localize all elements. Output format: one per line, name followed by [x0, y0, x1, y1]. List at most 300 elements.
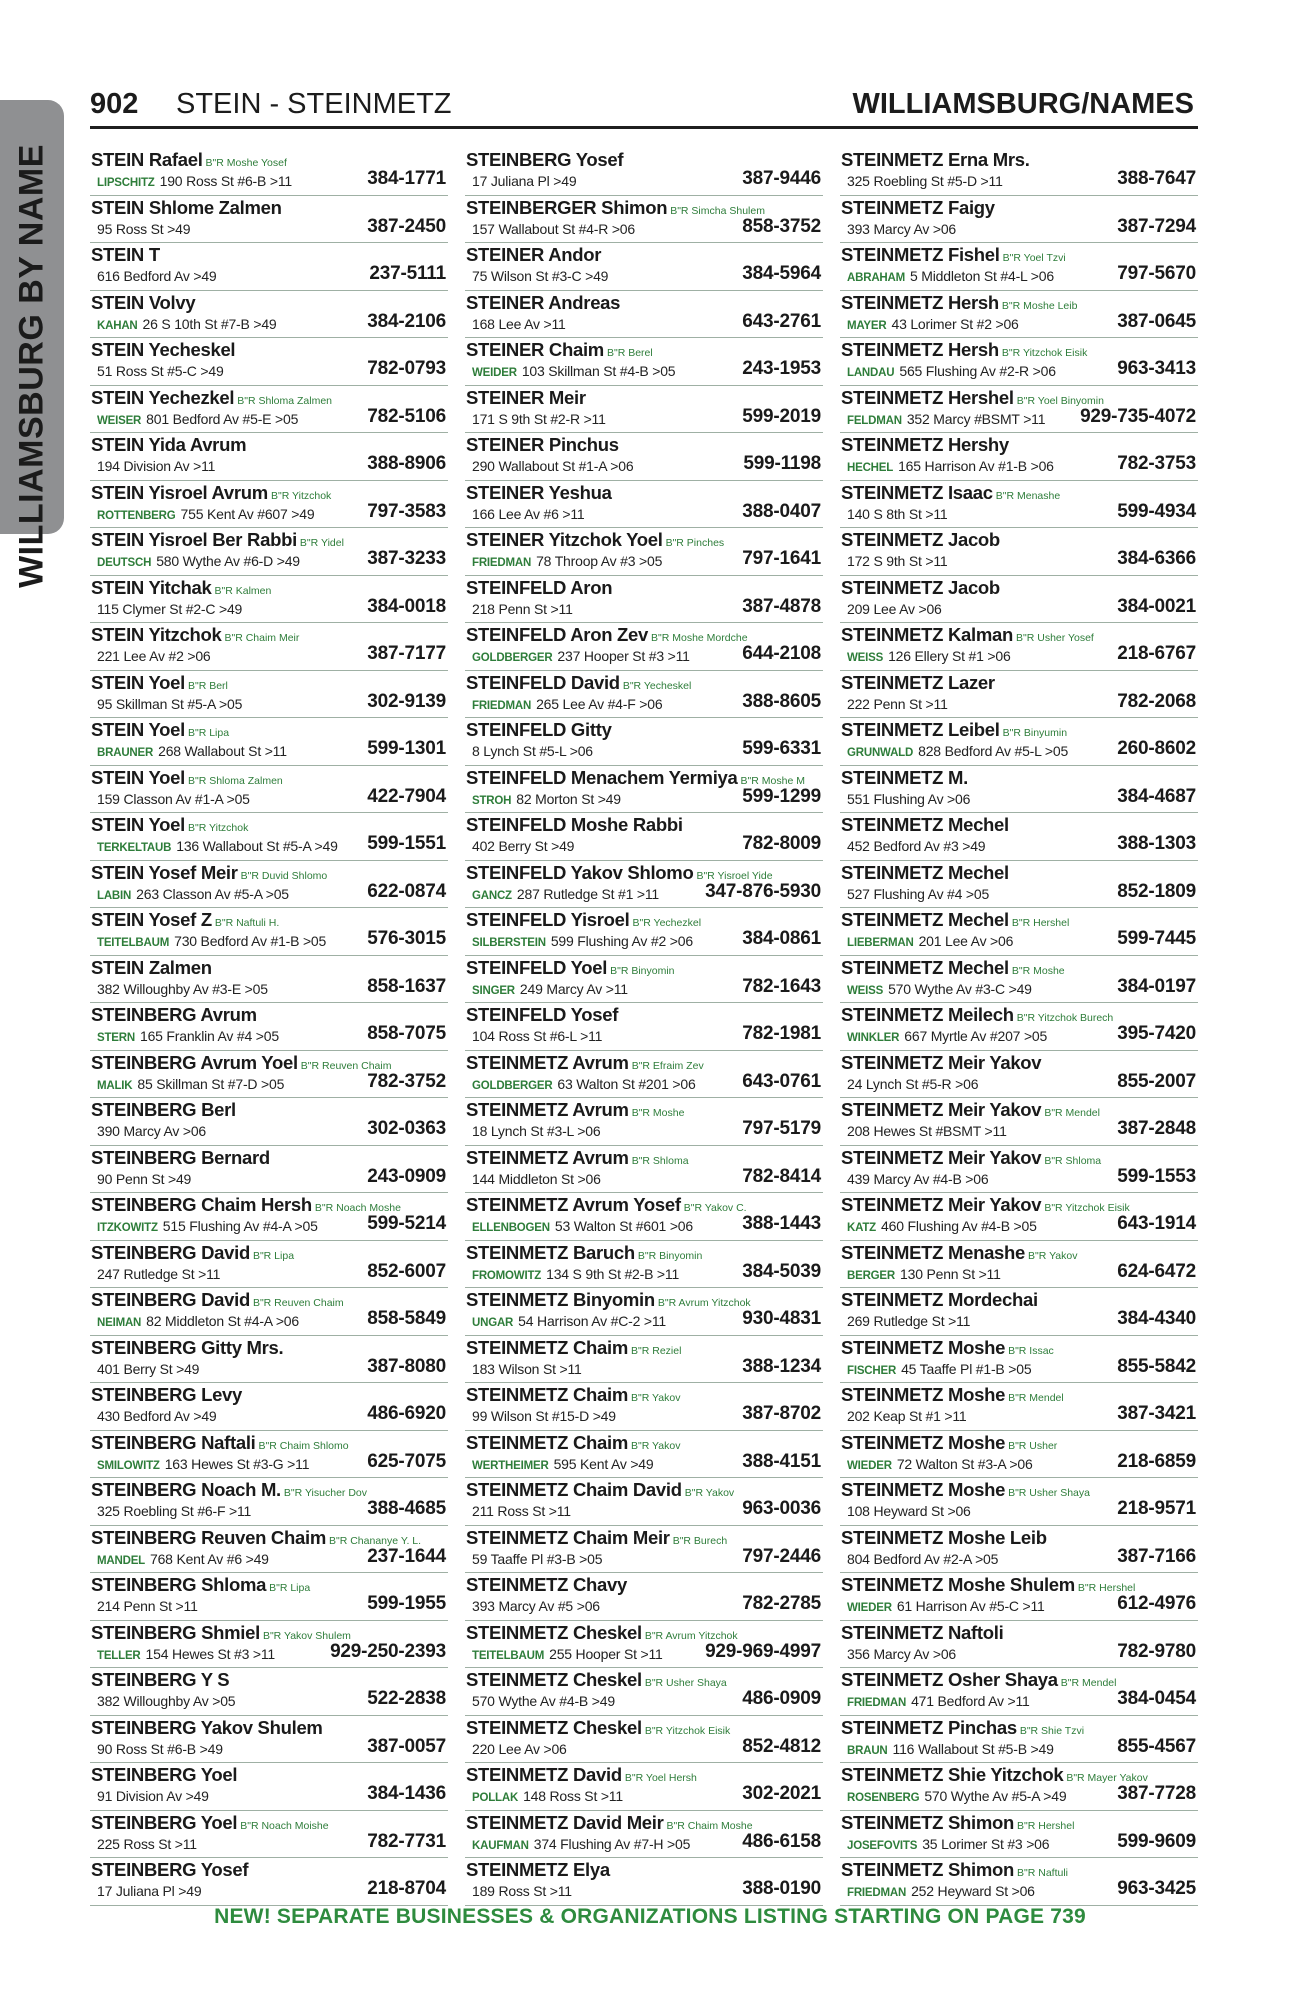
- entry-phone: 388-1443: [742, 1213, 821, 1234]
- entry-name: STEINMETZ Mechel: [841, 861, 1009, 883]
- entry-phone: 929-250-2393: [330, 1640, 446, 1662]
- entry-address: 115 Clymer St #2-C >49: [97, 600, 243, 617]
- entry-address-line: [97, 743, 287, 759]
- entry-phone: 387-0057: [367, 1735, 446, 1757]
- entry-lineage: B"R Noach Moishe: [240, 1819, 329, 1832]
- entry-name: STEIN Yechezkel: [91, 386, 235, 408]
- entry-address: 221 Lee Av #2 >06: [97, 648, 211, 664]
- entry-address-line: [97, 458, 215, 474]
- entry-address: 268 Wallabout St >11: [158, 743, 287, 759]
- entry-name: STEIN Yoel: [91, 719, 185, 740]
- entry-name: STEINBERG David: [91, 1289, 250, 1310]
- directory-entry: [465, 196, 823, 244]
- entry-address: 551 Flushing Av >06: [847, 790, 971, 807]
- directory-entry: [840, 1668, 1198, 1716]
- entry-name: STEIN Volvy: [91, 291, 196, 313]
- entry-name-line: [91, 482, 331, 504]
- entry-name-line: [841, 339, 1087, 361]
- entry-address: 183 Wilson St >11: [472, 1360, 582, 1377]
- entry-surname: LANDAU: [847, 367, 895, 379]
- entry-name: STEIN Yida Avrum: [91, 434, 247, 455]
- entry-name: STEINMETZ David: [466, 1764, 622, 1785]
- entry-name-line: [466, 529, 724, 551]
- entry-address: 527 Flushing Av #4 >05: [847, 885, 990, 902]
- entry-name-line: [841, 1052, 1041, 1074]
- entry-name-line: [466, 339, 653, 361]
- entry-address-line: [472, 1456, 653, 1472]
- entry-address-line: [472, 1598, 600, 1614]
- entry-address-line: [847, 886, 989, 902]
- directory-entry: [840, 1621, 1198, 1669]
- directory-entry: [840, 1336, 1198, 1384]
- entry-phone: 388-0407: [742, 500, 821, 522]
- entry-address-line: [847, 458, 1054, 474]
- entry-name: STEINER Chaim: [466, 339, 604, 360]
- entry-address-line: [472, 411, 606, 427]
- entry-name: STEINMETZ Lazer: [841, 671, 995, 693]
- directory-entry: [840, 1573, 1198, 1621]
- entry-name-line: [466, 909, 701, 931]
- entry-name-line: [466, 1574, 627, 1596]
- entry-name-line: [466, 672, 691, 694]
- entry-phone: 576-3015: [367, 928, 446, 949]
- entry-address: 730 Bedford Av #1-B >05: [174, 933, 327, 949]
- entry-phone: 797-1641: [742, 548, 821, 569]
- entry-surname: POLLAK: [472, 1792, 519, 1804]
- entry-name: STEINMETZ Shie Yitzchok: [841, 1764, 1064, 1785]
- entry-lineage: B"R Mayer Yakov: [1066, 1772, 1148, 1784]
- entry-phone: 387-7294: [1117, 215, 1196, 237]
- entry-name-line: [466, 1004, 618, 1026]
- entry-address: 51 Ross St #5-C >49: [97, 363, 224, 379]
- entry-phone: 782-3752: [367, 1070, 446, 1092]
- entry-phone: 858-5849: [367, 1308, 446, 1329]
- entry-name-line: [91, 529, 344, 551]
- directory-entry: [840, 1858, 1198, 1906]
- entry-name: STEINMETZ Erna Mrs.: [841, 149, 1030, 170]
- entry-phone: 599-1198: [743, 453, 821, 474]
- entry-address-line: [847, 838, 985, 854]
- entry-address-line: [472, 981, 628, 997]
- directory-entry: [840, 956, 1198, 1004]
- directory-entry: [840, 908, 1198, 956]
- directory-entry: [465, 956, 823, 1004]
- entry-surname: ELLENBOGEN: [472, 1222, 550, 1234]
- entry-name-line: [841, 909, 1069, 931]
- entry-address: 390 Marcy Av >06: [97, 1123, 206, 1139]
- entry-phone: 387-2848: [1117, 1118, 1196, 1139]
- entry-surname: STERN: [97, 1032, 135, 1044]
- entry-address: 126 Ellery St #1 >06: [888, 648, 1011, 664]
- entry-name-line: [466, 1384, 680, 1406]
- entry-address: 252 Heyward St >06: [911, 1883, 1035, 1899]
- entry-phone: 930-4831: [742, 1308, 821, 1329]
- entry-phone: 599-6331: [742, 738, 821, 759]
- entry-phone: 522-2838: [367, 1688, 446, 1709]
- entry-name: STEIN Yoel: [91, 671, 185, 693]
- entry-lineage: B"R Mendel: [1044, 1107, 1100, 1119]
- entry-address-line: [847, 1836, 1049, 1852]
- entry-phone: 388-8605: [742, 690, 821, 712]
- entry-name: STEINMETZ Hershy: [841, 434, 1009, 455]
- entry-phone: 384-4340: [1117, 1308, 1196, 1329]
- entry-name: STEINMETZ Cheskel: [466, 1669, 642, 1690]
- directory-entry: [840, 718, 1198, 766]
- entry-phone: 797-3583: [367, 500, 446, 522]
- directory-entry: [90, 908, 448, 956]
- entry-lineage: B"R Avrum Yitzchok: [657, 1297, 751, 1309]
- entry-address-line: [97, 601, 242, 617]
- entry-address: 595 Kent Av >49: [553, 1455, 654, 1472]
- entry-name-line: [466, 1812, 753, 1834]
- entry-address-line: [472, 743, 593, 759]
- directory-entry: [465, 433, 823, 481]
- entry-address-line: [97, 696, 242, 712]
- entry-name-line: [91, 1717, 323, 1739]
- directory-entry: [465, 1098, 823, 1146]
- entry-name: STEINMETZ M.: [841, 766, 968, 788]
- entry-address-line: [847, 268, 1054, 284]
- entry-name: STEINMETZ Moshe Leib: [841, 1526, 1047, 1548]
- entry-name-line: [841, 1384, 1064, 1406]
- directory-entry: [465, 1811, 823, 1859]
- entry-phone: 243-0909: [367, 1165, 446, 1187]
- entry-phone: 218-6767: [1117, 643, 1196, 664]
- entry-address: 201 Lee Av >06: [918, 933, 1014, 949]
- entry-address-line: [847, 1218, 1037, 1234]
- entry-name-line: [466, 1432, 680, 1454]
- directory-entry: [465, 1288, 823, 1336]
- entry-name: STEINMETZ Kalman: [841, 624, 1013, 645]
- entry-name-line: [466, 624, 748, 646]
- directory-entry: [840, 1763, 1198, 1811]
- entry-surname: ROTTENBERG: [97, 509, 176, 522]
- entry-name: STEINMETZ Elya: [466, 1859, 610, 1880]
- entry-name-line: [466, 1242, 702, 1264]
- entry-address: 222 Penn St >11: [847, 695, 948, 712]
- directory-entry: [465, 1241, 823, 1289]
- entry-address-line: [472, 1741, 567, 1757]
- entry-lineage: B"R Binyomin: [610, 964, 675, 977]
- entry-name-line: [91, 292, 195, 314]
- entry-surname: TEITELBAUM: [472, 1649, 545, 1662]
- entry-name-line: [841, 1859, 1068, 1881]
- entry-address: 90 Ross St #6-B >49: [97, 1740, 223, 1757]
- entry-address-line: [472, 363, 675, 379]
- directory-entry: [90, 1146, 448, 1194]
- entry-lineage: B"R Yidel: [299, 537, 344, 549]
- entry-phone: 643-0761: [742, 1070, 821, 1092]
- entry-address-line: [472, 1028, 602, 1044]
- entry-phone: 599-1955: [367, 1593, 446, 1614]
- entry-address-line: [847, 506, 947, 522]
- entry-name: STEINMETZ Pinchas: [841, 1716, 1017, 1738]
- directory-entry: [465, 861, 823, 909]
- entry-name-line: [91, 244, 160, 266]
- entry-phone: 218-8704: [367, 1878, 446, 1899]
- directory-entry: [840, 623, 1198, 671]
- directory-entry: [465, 243, 823, 291]
- entry-lineage: B"R Chaim Moshe: [666, 1819, 753, 1832]
- entry-name: STEIN Yitzchok: [91, 624, 222, 645]
- directory-entry: [840, 1431, 1198, 1479]
- entry-address-line: [97, 316, 277, 332]
- entry-name-line: [841, 434, 1009, 456]
- entry-surname: KAHAN: [97, 319, 138, 332]
- entry-surname: WIEDER: [847, 1602, 892, 1614]
- entry-phone: 963-0036: [742, 1498, 821, 1519]
- entry-address-line: [472, 1408, 616, 1424]
- entry-name: STEINBERG Bernard: [91, 1146, 270, 1168]
- entry-name-line: [466, 1099, 684, 1121]
- entry-phone: 387-3421: [1117, 1403, 1196, 1424]
- directory-entry: [840, 386, 1198, 434]
- directory-entry: [465, 1763, 823, 1811]
- entry-address: 460 Flushing Av #4-B >05: [881, 1218, 1037, 1234]
- entry-name: STEINER Pinchus: [466, 434, 619, 455]
- entry-phone: 387-4878: [742, 595, 821, 617]
- entry-phone: 599-1551: [367, 833, 446, 854]
- entry-surname: GOLDBERGER: [472, 652, 553, 664]
- entry-address-line: [847, 1883, 1035, 1899]
- entry-address: 218 Penn St >11: [472, 600, 573, 617]
- entry-name-line: [841, 957, 1065, 979]
- entry-phone: 858-3752: [742, 215, 821, 237]
- entry-phone: 782-2785: [742, 1593, 821, 1614]
- directory-entry: [90, 1668, 448, 1716]
- entry-address: 325 Roebling St #6-F >11: [97, 1503, 252, 1519]
- entry-name: STEINFELD Gitty: [466, 719, 612, 740]
- entry-address: 91 Division Av >49: [97, 1788, 209, 1804]
- entry-address: 599 Flushing Av #2 >06: [550, 933, 693, 949]
- entry-surname: MAYER: [847, 319, 887, 332]
- entry-address-line: [847, 411, 1045, 427]
- entry-address: 95 Skillman St #5-A >05: [97, 695, 243, 712]
- entry-name-line: [91, 1432, 349, 1454]
- directory-entry: [90, 1811, 448, 1859]
- entry-name-line: [466, 434, 619, 456]
- entry-address-line: [472, 1551, 602, 1567]
- entry-surname: UNGAR: [472, 1317, 514, 1329]
- entry-address: 382 Willoughby Av #3-E >05: [97, 980, 268, 997]
- entry-lineage: B"R Reziel: [631, 1344, 682, 1357]
- entry-phone: 858-1637: [367, 975, 446, 997]
- entry-address-line: [472, 1646, 663, 1662]
- entry-name: STEIN T: [91, 244, 160, 265]
- entry-surname: BERGER: [847, 1269, 896, 1282]
- entry-address-line: [847, 1408, 967, 1424]
- entry-surname: WEISER: [97, 414, 142, 427]
- entry-surname: BRAUN: [847, 1744, 888, 1757]
- entry-surname: SILBERSTEIN: [472, 937, 546, 949]
- entry-phone: 782-9780: [1117, 1640, 1196, 1662]
- entry-address-line: [472, 1171, 601, 1187]
- entry-name-line: [91, 1242, 294, 1264]
- entry-phone: 388-4685: [367, 1498, 446, 1519]
- entry-surname: LABIN: [97, 889, 132, 902]
- entry-address: 570 Wythe Av #4-B >49: [472, 1693, 615, 1709]
- entry-address-line: [97, 1218, 318, 1234]
- directory-entry: [465, 813, 823, 861]
- entry-name-line: [841, 1764, 1148, 1786]
- entry-lineage: B"R Avrum Yitzchok: [644, 1629, 738, 1642]
- directory-entry: [465, 1621, 823, 1669]
- entry-address-line: [472, 838, 574, 854]
- entry-name: STEINBERG Naftali: [91, 1431, 256, 1453]
- entry-address-line: [847, 1123, 1007, 1139]
- entry-name-line: [91, 672, 228, 694]
- entry-address: 108 Heyward St >06: [847, 1503, 971, 1519]
- entry-address: 290 Wallabout St #1-A >06: [472, 458, 634, 474]
- entry-phone: 852-6007: [367, 1260, 446, 1282]
- directory-entry: [465, 1716, 823, 1764]
- entry-name-line: [91, 434, 246, 456]
- entry-name-line: [466, 1669, 727, 1691]
- entry-name: STEINER Andor: [466, 244, 602, 265]
- entry-phone: 599-1299: [742, 785, 821, 807]
- directory-entry: [90, 338, 448, 386]
- entry-address-line: [97, 791, 250, 807]
- entry-address-line: [97, 221, 190, 237]
- entry-address-line: [847, 1598, 1045, 1614]
- entry-phone: 855-4567: [1117, 1735, 1196, 1757]
- entry-address: 24 Lynch St #5-R >06: [847, 1075, 979, 1092]
- entry-address: 157 Wallabout St #4-R >06: [472, 220, 635, 237]
- entry-address-line: [472, 1076, 696, 1092]
- entry-phone: 388-4151: [742, 1450, 821, 1472]
- entry-address: 471 Bedford Av >11: [911, 1693, 1030, 1709]
- directory-entry: [90, 386, 448, 434]
- entry-address: 26 S 10th St #7-B >49: [142, 315, 277, 332]
- entry-address-line: [472, 696, 662, 712]
- entry-address: 393 Marcy Av >06: [847, 220, 956, 237]
- page-range-title: STEIN - STEINMETZ: [176, 88, 452, 120]
- directory-entry: [840, 1146, 1198, 1194]
- entry-phone: 422-7904: [367, 785, 446, 807]
- entry-address-line: [472, 1836, 690, 1852]
- entry-name: STEINMETZ Hersh: [841, 291, 999, 313]
- entry-phone: 384-0021: [1117, 595, 1196, 617]
- entry-name-line: [466, 1764, 697, 1786]
- entry-phone: 782-1981: [742, 1023, 821, 1044]
- entry-name: STEIN Yecheskel: [91, 339, 236, 360]
- entry-phone: 643-2761: [742, 310, 821, 332]
- directory-entry: [90, 1098, 448, 1146]
- entry-address-line: [97, 933, 326, 949]
- entry-address-line: [472, 1266, 679, 1282]
- entry-address-line: [97, 1313, 299, 1329]
- entry-name-line: [91, 387, 332, 409]
- entry-address: 393 Marcy Av #5 >06: [472, 1598, 600, 1614]
- entry-address-line: [847, 316, 1019, 332]
- entry-surname: TERKELTAUB: [97, 842, 172, 854]
- directory-entry: [90, 1336, 448, 1384]
- entry-address-line: [97, 1693, 235, 1709]
- entry-phone: 384-0861: [742, 928, 821, 949]
- entry-phone: 782-8414: [742, 1165, 821, 1187]
- entry-address-line: [97, 268, 217, 284]
- entry-address-line: [847, 1076, 978, 1092]
- entry-phone: 643-1914: [1117, 1213, 1196, 1234]
- entry-lineage: B"R Moshe Leib: [1001, 299, 1078, 312]
- entry-phone: 782-2068: [1117, 690, 1196, 712]
- entry-address-line: [472, 553, 662, 569]
- entry-phone: 388-0190: [742, 1878, 821, 1899]
- entry-name-line: [841, 767, 968, 789]
- entry-name: STEINBERG Shloma: [91, 1574, 267, 1595]
- entry-name: STEINBERG David: [91, 1241, 250, 1263]
- directory-entry: [90, 1383, 448, 1431]
- entry-address-line: [97, 886, 289, 902]
- entry-address: 95 Ross St >49: [97, 220, 191, 237]
- entry-name-line: [841, 1622, 1003, 1644]
- entry-address-line: [97, 1788, 209, 1804]
- entry-name-line: [91, 1289, 344, 1311]
- entry-lineage: B"R Simcha Shulem: [670, 204, 765, 217]
- entry-address: 72 Walton St #3-A >06: [896, 1455, 1033, 1472]
- entry-address-line: [472, 791, 621, 807]
- entry-lineage: B"R Chaim Shlomo: [258, 1439, 349, 1452]
- entry-lineage: B"R Yakov: [631, 1392, 681, 1404]
- directory-entry: [465, 386, 823, 434]
- entry-address-line: [847, 1313, 970, 1329]
- entry-phone: 782-1643: [742, 975, 821, 997]
- entry-name-line: [91, 197, 282, 219]
- entry-lineage: B"R Yecheskel: [622, 679, 692, 692]
- entry-address: 804 Bedford Av #2-A >05: [847, 1550, 999, 1567]
- directory-entry: [465, 1573, 823, 1621]
- entry-surname: SMILOWITZ: [97, 1459, 160, 1472]
- entry-lineage: B"R Yakov Shulem: [262, 1629, 351, 1642]
- entry-name: STEINBERG Avrum: [91, 1004, 257, 1025]
- entry-lineage: B"R Yitzchok Eisik: [644, 1724, 731, 1737]
- entry-name: STEINMETZ Avrum: [466, 1051, 629, 1073]
- entry-address: 667 Myrtle Av #207 >05: [904, 1028, 1048, 1044]
- entry-name-line: [91, 339, 235, 361]
- entry-surname: FROMOWITZ: [472, 1269, 542, 1282]
- entry-lineage: B"R Yisucher Dov: [283, 1487, 367, 1499]
- directory-entry: [840, 1003, 1198, 1051]
- entry-lineage: B"R Lipa: [269, 1582, 311, 1594]
- directory-entry: [90, 148, 448, 196]
- entry-phone: 782-5106: [367, 405, 446, 427]
- directory-entry: [465, 1003, 823, 1051]
- entry-name-line: [91, 1337, 283, 1359]
- entry-surname: LIEBERMAN: [847, 937, 914, 949]
- entry-phone: 347-876-5930: [705, 880, 821, 902]
- entry-address-line: [97, 1836, 197, 1852]
- entry-lineage: B"R Moshe Yosef: [205, 157, 287, 169]
- entry-address: 134 S 9th St #2-B >11: [546, 1265, 680, 1282]
- entry-phone: 387-0645: [1117, 310, 1196, 332]
- entry-name: STEIN Yisroel Ber Rabbi: [91, 529, 297, 550]
- entry-address-line: [97, 981, 268, 997]
- entry-name-line: [466, 1147, 689, 1169]
- entry-name-line: [841, 1479, 1090, 1501]
- entry-phone: 218-6859: [1117, 1450, 1196, 1472]
- directory-entry: [840, 1716, 1198, 1764]
- directory-entry: [90, 528, 448, 576]
- entry-phone: 387-2450: [367, 215, 446, 237]
- entry-phone: 782-3753: [1117, 453, 1196, 474]
- entry-address: 755 Kent Av #607 >49: [180, 505, 315, 522]
- entry-address-line: [847, 1171, 988, 1187]
- entry-address-line: [472, 1218, 693, 1234]
- entry-lineage: B"R Hershel: [1017, 1819, 1075, 1832]
- entry-name-line: [91, 1479, 367, 1501]
- entry-address-line: [847, 933, 1013, 949]
- entry-address: 99 Wilson St #15-D >49: [472, 1408, 616, 1424]
